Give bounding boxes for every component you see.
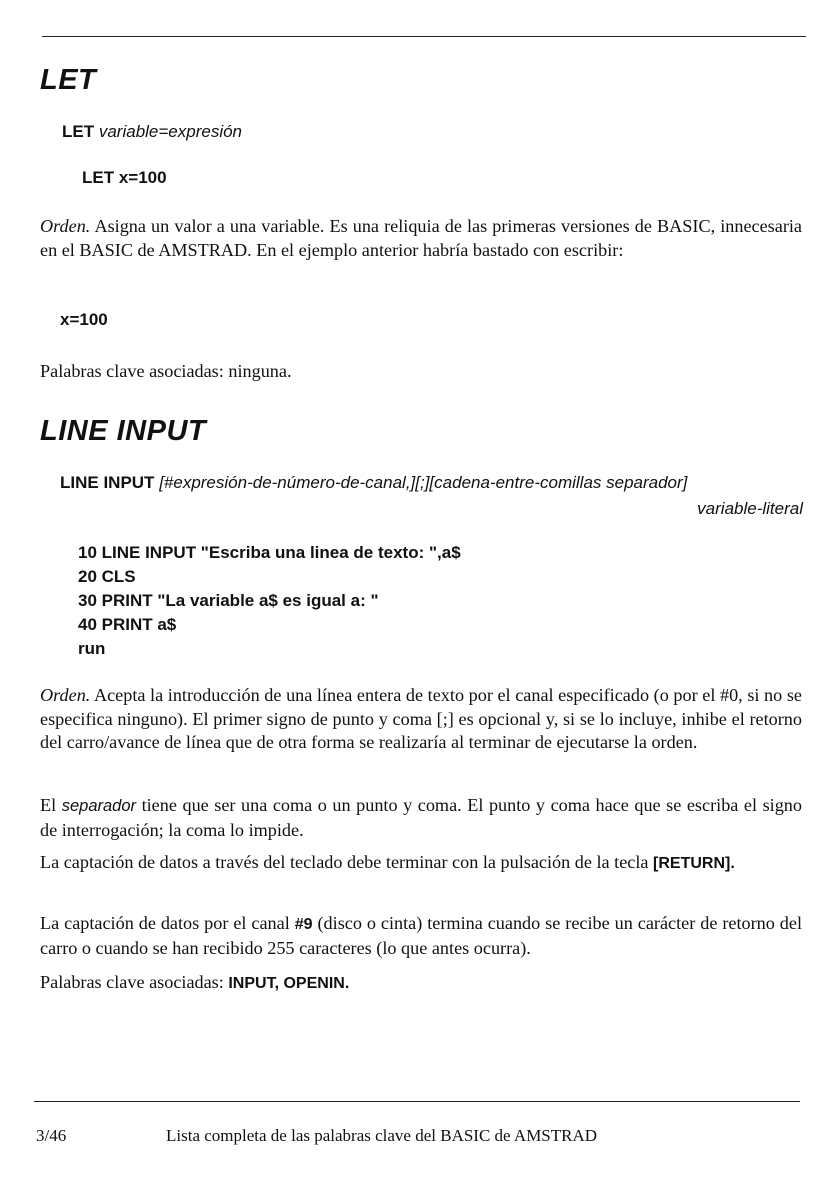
associated-keywords-label: Palabras clave asociadas:	[40, 972, 224, 992]
let-description	[40, 215, 802, 262]
code-line: 20 CLS	[78, 567, 136, 586]
let-syntax-keyword: LET	[62, 122, 95, 141]
line-input-heading: LINE INPUT	[40, 415, 207, 447]
let-description-text: Asigna un valor a una variable. Es una reliquia de las primeras versiones de BASIC, innecesaria en el BASIC de AMSTRAD. En el ejemplo anterior habría bastado con escribir:	[40, 216, 802, 260]
keyboard-paragraph	[40, 851, 802, 876]
line-input-description-text: Acepta la introducción de una línea entera de texto por el canal especificado (o por el #0, si no se especifica ninguno). El primer signo de punto y coma [;] es opcional y, si se lo incluye, inhibe el retorno del carro/avance de línea que de otra forma se realizaría al terminar de ejecutarse la orden.	[40, 685, 802, 752]
let-syntax	[62, 122, 242, 142]
let-associated-keywords: Palabras clave asociadas: ninguna.	[40, 361, 292, 381]
footer-rule	[34, 1101, 800, 1102]
channel-paragraph-text: (disco o cinta) termina cuando se recibe un carácter de retorno del carro o cuando se han recibido 255 caracteres (lo que antes ocurra).	[40, 913, 803, 958]
let-example-2: x=100	[60, 310, 108, 329]
separator-paragraph-text: tiene que ser una coma o un punto y coma. El punto y coma hace que se escriba el signo de interrogación; la coma lo impide.	[40, 795, 802, 840]
keyboard-paragraph-text: La captación de datos a través del teclado debe terminar con la pulsación de la tecla	[40, 852, 649, 872]
top-rule	[42, 36, 806, 37]
line-input-syntax-keyword: LINE INPUT	[60, 473, 155, 492]
let-heading: LET	[40, 64, 97, 96]
channel-paragraph-pre: La captación de datos por el canal	[40, 913, 290, 933]
code-line: 10 LINE INPUT "Escriba una linea de texto: ",a$	[78, 543, 461, 562]
line-input-syntax	[60, 473, 687, 493]
line-input-associated-keywords	[40, 971, 802, 996]
line-input-syntax-params: [#expresión-de-número-de-canal,][;][cadena-entre-comillas separador]	[159, 473, 688, 492]
separator-paragraph-pre: El	[40, 795, 57, 815]
code-line: run	[78, 639, 106, 658]
line-input-code-block	[78, 541, 461, 661]
line-input-description	[40, 684, 802, 755]
line-input-syntax-params-line2: variable-literal	[697, 499, 803, 518]
separator-paragraph	[40, 794, 802, 842]
associated-keywords-list: INPUT, OPENIN.	[228, 975, 350, 992]
let-example: LET x=100	[82, 168, 167, 187]
code-line: 30 PRINT "La variable a$ es igual a: "	[78, 591, 379, 610]
let-description-lead: Orden.	[40, 216, 91, 236]
let-syntax-params: variable=expresión	[98, 122, 243, 141]
channel-paragraph	[40, 912, 802, 960]
return-key-label: [RETURN].	[653, 855, 735, 872]
channel-number: #9	[294, 916, 313, 933]
page-number: 3/46	[36, 1126, 67, 1145]
separator-term: separador	[61, 797, 137, 815]
footer-title: Lista completa de las palabras clave del BASIC de AMSTRAD	[166, 1126, 598, 1145]
code-line: 40 PRINT a$	[78, 615, 177, 634]
line-input-description-lead: Orden.	[40, 685, 91, 705]
